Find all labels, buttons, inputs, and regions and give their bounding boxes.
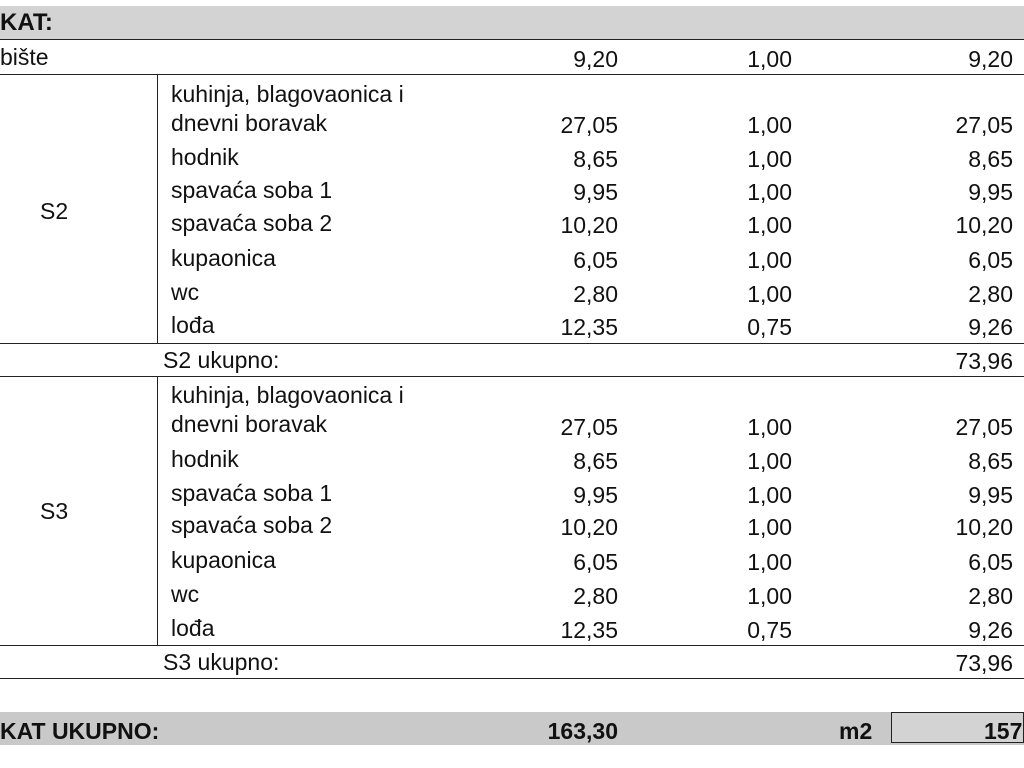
column-divider (157, 376, 158, 645)
room-area: 12,35 (560, 314, 618, 340)
room-area: 10,20 (560, 514, 618, 540)
room-coef: 0,75 (747, 314, 792, 340)
room-name: lođa (171, 312, 215, 338)
room-net: 27,05 (955, 112, 1013, 138)
room-net: 9,95 (968, 482, 1013, 508)
total-label: KAT UKUPNO: (0, 718, 160, 744)
room-net: 27,05 (955, 414, 1013, 440)
room-name: lođa (171, 615, 215, 641)
room-coef: 1,00 (747, 448, 792, 474)
room-coef: 1,00 (747, 482, 792, 508)
room-area: 9,95 (573, 179, 618, 205)
room-coef: 1,00 (747, 549, 792, 575)
room-coef: 1,00 (747, 46, 792, 72)
subtotal-label: S2 ukupno: (163, 347, 280, 373)
rule (0, 74, 1024, 75)
room-name: wc (171, 279, 200, 305)
floor-header-bar (0, 6, 1024, 39)
room-name: wc (171, 581, 200, 607)
room-name: spavaća soba 1 (171, 177, 333, 203)
room-name: spavaća soba 2 (171, 512, 333, 538)
room-area: 6,05 (573, 549, 618, 575)
subtotal-value: 73,96 (955, 348, 1013, 374)
room-area: 8,65 (573, 146, 618, 172)
apartment-id: S2 (40, 198, 69, 224)
room-coef: 1,00 (747, 514, 792, 540)
room-name-line1: kuhinja, blagovaonica i (171, 382, 404, 408)
room-name-line1: kuhinja, blagovaonica i (171, 81, 404, 107)
room-area: 2,80 (573, 583, 618, 609)
room-area: 27,05 (560, 414, 618, 440)
room-area: 9,20 (573, 46, 618, 72)
column-divider (157, 74, 158, 343)
room-net: 6,05 (968, 549, 1013, 575)
room-net: 9,20 (968, 46, 1013, 72)
room-area: 12,35 (560, 617, 618, 643)
room-area: 27,05 (560, 112, 618, 138)
subtotal-label: S3 ukupno: (163, 649, 280, 675)
room-net: 9,26 (968, 314, 1013, 340)
rule (0, 343, 1024, 344)
room-coef: 1,00 (747, 146, 792, 172)
room-name: spavaća soba 2 (171, 210, 333, 236)
room-net: 2,80 (968, 583, 1013, 609)
room-area: 9,95 (573, 482, 618, 508)
room-net: 8,65 (968, 146, 1013, 172)
room-name: kupaonica (171, 245, 276, 271)
room-net: 2,80 (968, 281, 1013, 307)
floor-header-title: KAT: (0, 9, 53, 36)
total-net: 157 (984, 718, 1023, 744)
room-area: 6,05 (573, 247, 618, 273)
room-coef: 1,00 (747, 247, 792, 273)
total-unit: m2 (839, 718, 873, 744)
room-coef: 1,00 (747, 281, 792, 307)
rule (0, 678, 1024, 679)
room-name: hodnik (171, 144, 239, 170)
room-area: 2,80 (573, 281, 618, 307)
room-coef: 1,00 (747, 212, 792, 238)
room-coef: 1,00 (747, 414, 792, 440)
room-area: 8,65 (573, 448, 618, 474)
room-name: bište (0, 44, 49, 70)
rule (0, 376, 1024, 377)
rule (0, 645, 1024, 646)
total-area: 163,30 (547, 718, 618, 744)
room-name: kupaonica (171, 547, 276, 573)
subtotal-value: 73,96 (955, 650, 1013, 676)
room-net: 9,26 (968, 617, 1013, 643)
room-name: spavaća soba 1 (171, 480, 333, 506)
room-name: dnevni boravak (171, 411, 327, 437)
apartment-id: S3 (40, 498, 69, 524)
room-name: hodnik (171, 446, 239, 472)
room-net: 6,05 (968, 247, 1013, 273)
room-coef: 1,00 (747, 179, 792, 205)
room-area: 10,20 (560, 212, 618, 238)
room-net: 9,95 (968, 179, 1013, 205)
room-name: dnevni boravak (171, 110, 327, 136)
room-net: 8,65 (968, 448, 1013, 474)
rule (0, 39, 1024, 40)
room-net: 10,20 (955, 212, 1013, 238)
room-coef: 1,00 (747, 583, 792, 609)
room-coef: 0,75 (747, 617, 792, 643)
room-net: 10,20 (955, 514, 1013, 540)
room-coef: 1,00 (747, 112, 792, 138)
